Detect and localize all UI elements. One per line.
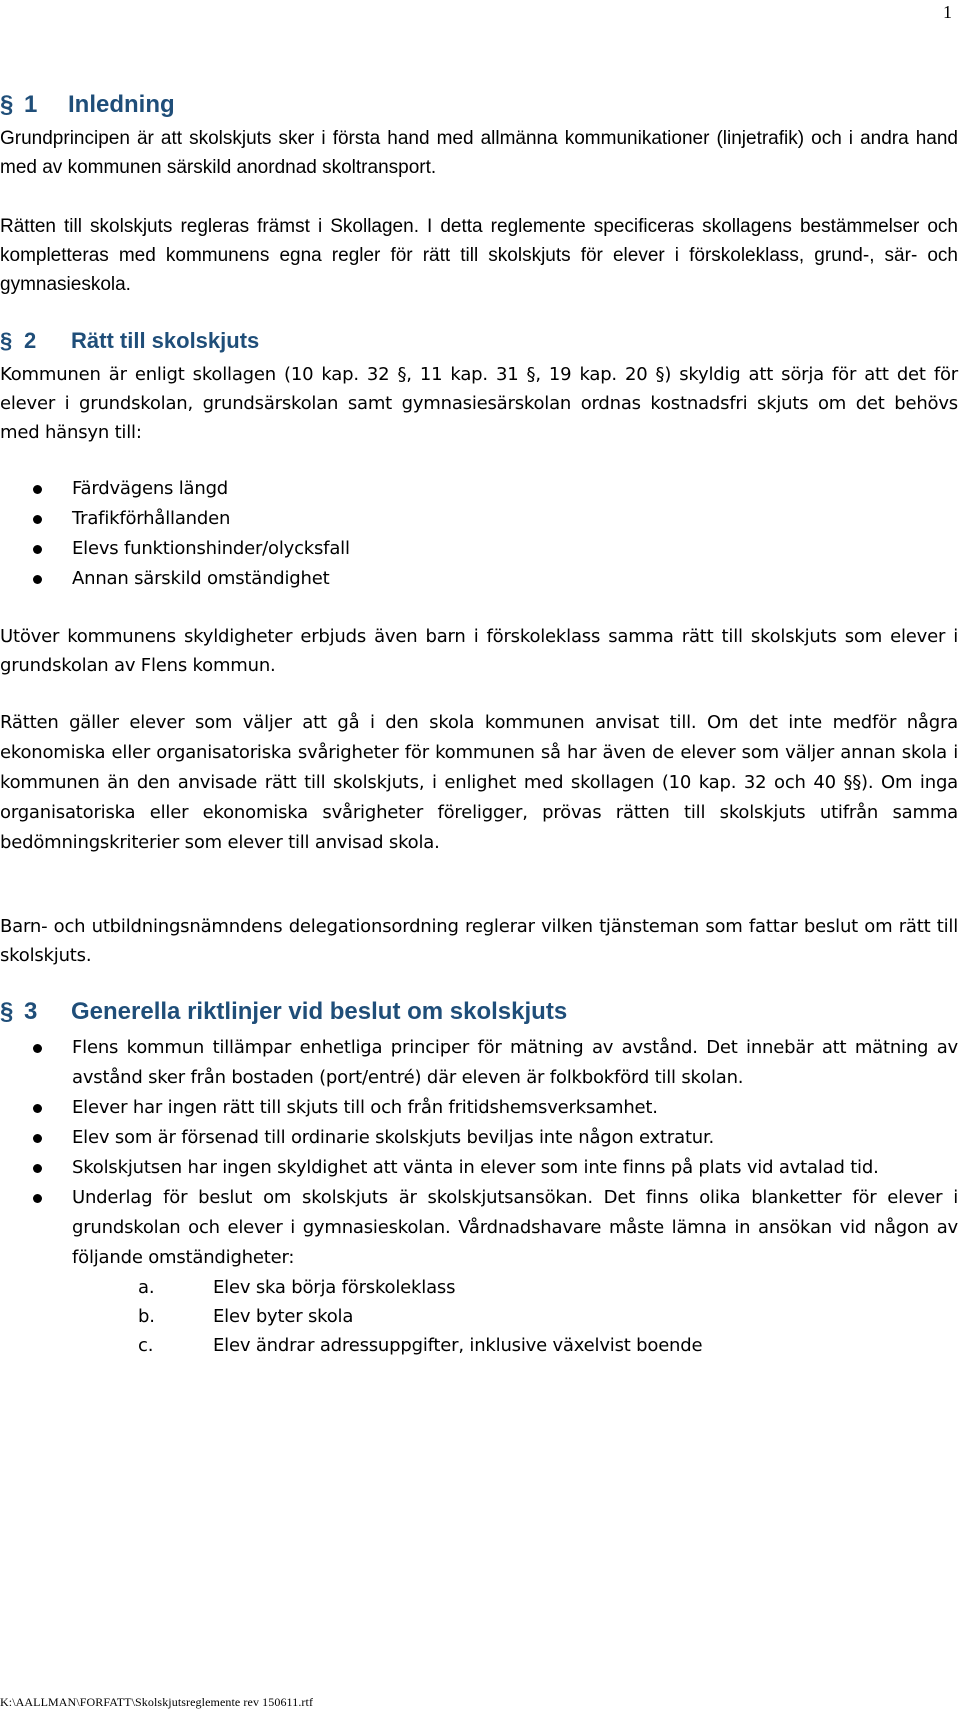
list-item [0, 1033, 958, 1093]
section-symbol: § [0, 328, 13, 353]
bullet-icon [33, 1194, 42, 1203]
section-number: 1 [24, 91, 38, 118]
list-item-text: Skolskjutsen har ingen skyldighet att vänta in elever som inte finns på plats vid avtalad tid. [72, 1157, 879, 1178]
bullet-icon [33, 575, 42, 584]
list-item-text: Trafikförhållanden [72, 508, 231, 529]
section-title: Generella riktlinjer vid beslut om skolskjuts [71, 998, 568, 1025]
list-item [0, 1093, 958, 1123]
bullet-icon [33, 545, 42, 554]
bullet-icon [33, 1134, 42, 1143]
section-2-heading [0, 328, 259, 354]
list-item-text: Elev som är försenad till ordinarie skolskjuts beviljas inte någon extratur. [72, 1127, 715, 1148]
section-symbol: § [0, 998, 14, 1025]
list-item-text: Flens kommun tillämpar enhetliga principer för mätning av avstånd. Det innebär att mätning av avstånd sker från bostaden (port/entré) där eleven är folkbokförd till skolan. [72, 1037, 958, 1088]
list-item-text: Elever har ingen rätt till skjuts till och från fritidshemsverksamhet. [72, 1097, 658, 1118]
sub-list-marker: c. [138, 1335, 154, 1356]
sub-list-text: Elev ändrar adressuppgifter, inklusive växelvist boende [213, 1335, 703, 1356]
list-item-text: Elevs funktionshinder/olycksfall [72, 538, 350, 559]
section-title: Inledning [68, 91, 175, 118]
sub-list [0, 1273, 958, 1360]
section-2-paragraph-choice: Rätten gäller elever som väljer att gå i den skola kommunen anvisat till. Om det inte medför några ekonomiska eller organisatoriska svårigheter för kommunen så har även de elever som väljer annan skola i kommunen än den anvisade rätt till skolskjuts, i enlighet med skollagen (10 kap. 32 och 40 §§). Om inga organisatoriska eller ekonomiska svårigheter föreligger, prövas rätten till skolskjuts utifrån samma bedömningskriterier som elever till anvisad skola. [0, 712, 958, 853]
sub-list-item [0, 1331, 958, 1360]
section-2-bullet-list [0, 474, 958, 594]
page-number: 1 [943, 2, 952, 22]
list-item [0, 474, 958, 504]
list-item [0, 1153, 958, 1183]
sub-list-text: Elev ska börja förskoleklass [213, 1277, 456, 1298]
bullet-icon [33, 1164, 42, 1173]
section-1-paragraph-1: Grundprincipen är att skolskjuts sker i första hand med allmänna kommunikationer (linjetrafik) och i andra hand med av kommunen särskild anordnad skoltransport. [0, 128, 958, 178]
list-item [0, 504, 958, 534]
list-item-text: Underlag för beslut om skolskjuts är skolskjutsansökan. Det finns olika blanketter för elever i grundskolan och elever i gymnasieskolan. Vårdnadshavare måste lämna in ansökan vid någon av följande omständigheter: [72, 1187, 958, 1268]
bullet-icon [33, 485, 42, 494]
list-item-text: Färdvägens längd [72, 478, 229, 499]
section-1-heading [0, 91, 175, 119]
section-symbol: § [0, 91, 14, 118]
section-number: 3 [24, 998, 38, 1025]
sub-list-marker: b. [138, 1306, 155, 1327]
sub-list-marker: a. [138, 1277, 155, 1298]
bullet-icon [33, 515, 42, 524]
section-2-intro: Kommunen är enligt skollagen (10 kap. 32 §, 11 kap. 31 §, 19 kap. 20 §) skyldig att sörja för att det för elever i grundskolan, grundsärskolan samt gymnasiesärskolan ordnas kostnadsfri skjuts om det behövs med hänsyn till: [0, 364, 958, 443]
list-item [0, 564, 958, 594]
section-1-paragraph-2: Rätten till skolskjuts regleras främst i Skollagen. I detta reglemente specificeras skollagens bestämmelser och kompletteras med kommunens egna regler för rätt till skolskjuts för elever i förskoleklass, grund-, sär- och gymnasieskola. [0, 216, 958, 295]
section-2-paragraph-delegation: Barn- och utbildningsnämndens delegationsordning reglerar vilken tjänsteman som fattar beslut om rätt till skolskjuts. [0, 916, 958, 966]
sub-list-text: Elev byter skola [213, 1306, 354, 1327]
section-number: 2 [24, 328, 37, 353]
sub-list-item [0, 1273, 958, 1302]
sub-list-item [0, 1302, 958, 1331]
section-3-bullet-list [0, 1033, 958, 1360]
section-2-paragraph-extra: Utöver kommunens skyldigheter erbjuds även barn i förskoleklass samma rätt till skolskjuts som elever i grundskolan av Flens kommun. [0, 626, 958, 676]
footer-file-path: K:\AALLMAN\FORFATT\Skolskjutsreglemente rev 150611.rtf [0, 1695, 314, 1709]
section-3-heading [0, 998, 567, 1026]
bullet-icon [33, 1104, 42, 1113]
list-item [0, 534, 958, 564]
list-item [0, 1123, 958, 1153]
list-item [0, 1183, 958, 1273]
section-title: Rätt till skolskjuts [71, 328, 260, 353]
list-item-text: Annan särskild omständighet [72, 568, 330, 589]
bullet-icon [33, 1044, 42, 1053]
